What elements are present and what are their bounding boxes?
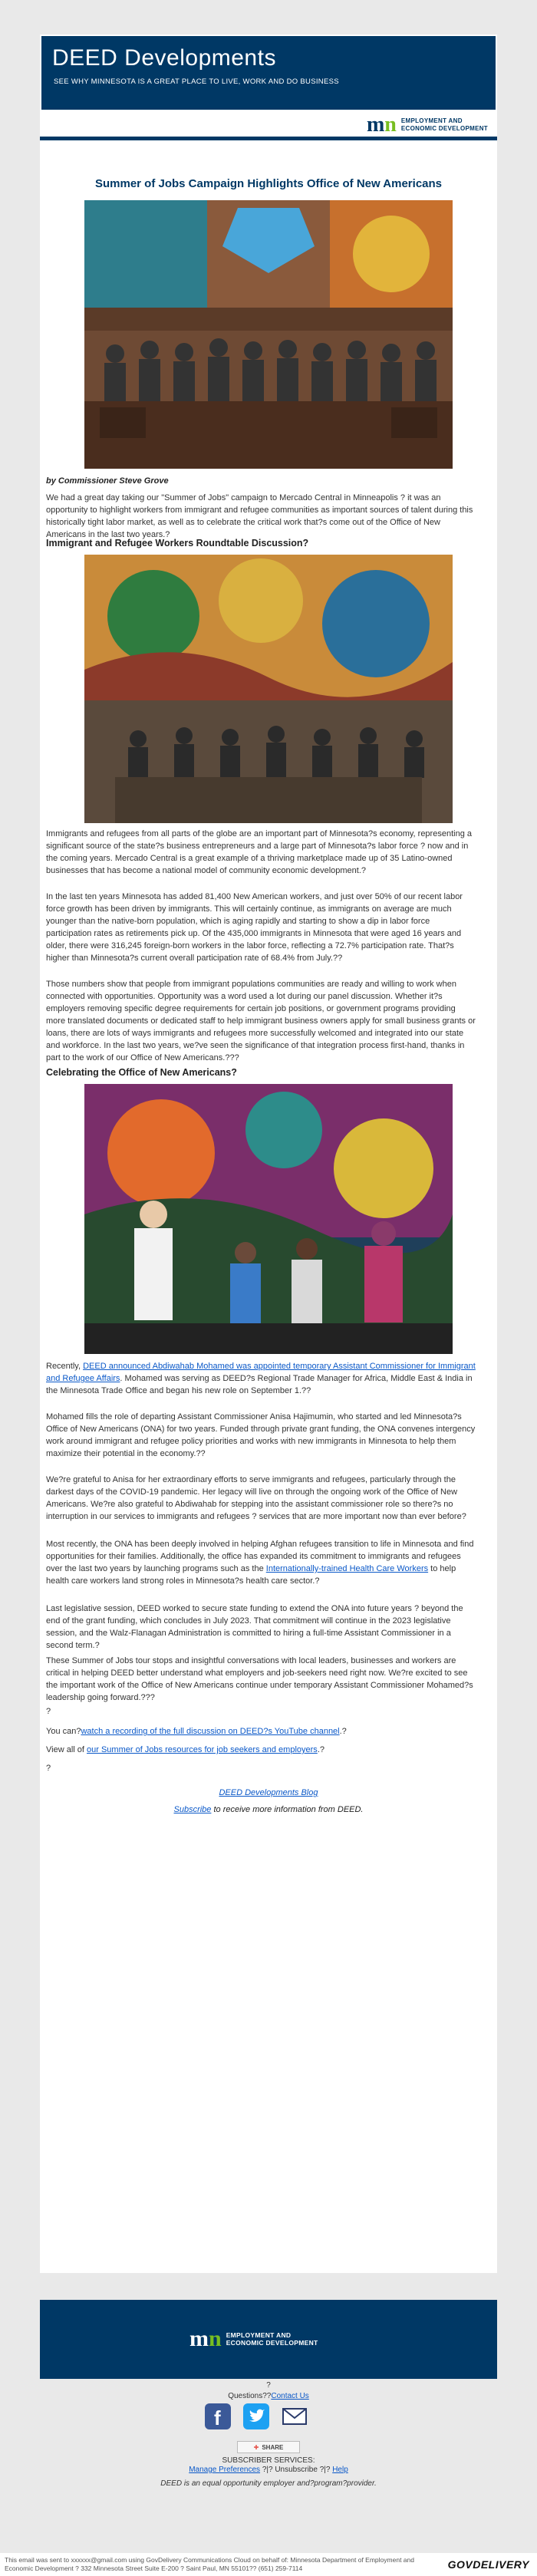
govdelivery-logo: GOVDELIVERY bbox=[447, 2558, 529, 2571]
paragraph-9: These Summer of Jobs tour stops and insightful conversations with local leaders, businesses and workers are critical in helping DEED better understand what employers and job-seekers need right now. We?re excited to see the important work of the Office of New Americans continue under temporary Assistant Commissioner Mohamed?s leadership going forward.??? bbox=[46, 1656, 473, 1702]
paragraph-10-lead: You can? bbox=[46, 1727, 81, 1736]
paragraph-1: Immigrants and refugees from all parts of the globe are an important part of Minnesota?s economy, representing a significant source of the state?s business entrepreneurs and a large part of Minnesota?s labor force ? now and in the coming years. Mercado Central is a great example of a thriving marketplace made up of 35 Latino-owned businesses that has become a national model of community economic development.? bbox=[46, 829, 472, 875]
facebook-icon[interactable] bbox=[203, 2401, 233, 2432]
paragraph-7-tail: to help health care workers land strong roles in Minnesota?s health care sector.? bbox=[46, 1564, 456, 1586]
questions-row bbox=[0, 2392, 537, 2400]
footer-logo-line-1: EMPLOYMENT AND bbox=[226, 2331, 292, 2339]
logo-strip bbox=[41, 110, 496, 137]
byline: by Commissioner Steve Grove bbox=[46, 476, 169, 486]
paragraph-11-lead: View all of bbox=[46, 1745, 87, 1754]
paragraph-8: Last legislative session, DEED worked to secure state funding to extend the ONA into future years ? beyond the end of the grant funding, which concludes in July 2023. That commitment will continue in the 2023 legislative session, and the Walz-Flanagan Administration is committed to hiring a full-time Assistant Commissioner in a second term.? bbox=[46, 1604, 463, 1650]
subscriber-services-heading: SUBSCRIBER SERVICES: bbox=[222, 2456, 315, 2465]
govdelivery-bar bbox=[0, 2553, 537, 2576]
footer-banner bbox=[40, 2300, 497, 2379]
footer-logo-line-2: ECONOMIC DEVELOPMENT bbox=[226, 2339, 318, 2347]
paragraph-10 bbox=[46, 1725, 476, 1738]
group-photo bbox=[84, 200, 453, 469]
questions-label: Questions?? bbox=[228, 2392, 272, 2400]
paragraph-11-tail: .? bbox=[317, 1745, 325, 1754]
manage-preferences-link[interactable]: Manage Preferences bbox=[189, 2466, 261, 2474]
roundtable-photo bbox=[84, 555, 453, 823]
health-care-workers-link[interactable]: Internationally-trained Health Care Workers bbox=[265, 1564, 429, 1573]
share-label: SHARE bbox=[262, 2443, 284, 2451]
paragraph-11 bbox=[46, 1744, 476, 1756]
paragraph-4-lead: Recently, bbox=[46, 1362, 84, 1371]
contact-us-link[interactable]: Contact Us bbox=[271, 2392, 309, 2400]
subscribe-link[interactable]: Subscribe bbox=[173, 1805, 212, 1814]
share-button[interactable] bbox=[237, 2441, 300, 2453]
email-icon[interactable] bbox=[279, 2401, 310, 2432]
separator: ?|? bbox=[317, 2466, 333, 2474]
section-heading-roundtable: Immigrant and Refugee Workers Roundtable Discussion? bbox=[46, 538, 309, 548]
paragraph-5: Mohamed fills the role of departing Assistant Commissioner Anisa Hajimumin, who started and led Minnesota?s Office of New Americans (ONA) for two years. Funded through private grant funding, the ONA convenes intergency work around immigrant and refugee policy priorities and works with new immigrants in Minnesota to help them maximize their potential in the economy.?? bbox=[46, 1412, 476, 1458]
header-banner bbox=[40, 35, 497, 137]
youtube-recording-link[interactable]: watch a recording of the full discussion on DEED?s YouTube channel bbox=[81, 1727, 340, 1736]
logo-line-2: ECONOMIC DEVELOPMENT bbox=[400, 125, 488, 132]
twitter-icon[interactable] bbox=[241, 2401, 272, 2432]
mn-logo-icon: mn bbox=[366, 113, 397, 137]
paragraph-3: Those numbers show that people from immigrant populations communities are ready and willing to work when connected with opportunities. Opportunity was a word used a lot during our panel discussion. Whether it?s employers removing specific degree requirements for certain job positions, or government programs providing more translated documents or dedicated staff to help immigrant business owners apply for small business grants or loans, there are lots of ways immigrants and refugees more successfully welcomed and integrated into our state and workforce. In the last two years, we?ve seen the significance of that integration process first-hand, thanks in part to the work of our Office of New Americans.??? bbox=[46, 980, 476, 1062]
paragraph-4-tail: . Mohamed was serving as DEED?s Regional Trade Manager for Africa, Middle East & India in the Minnesota Trade Office and began his new role on September 1.?? bbox=[46, 1374, 473, 1395]
article-headline: Summer of Jobs Campaign Highlights Office of New Americans bbox=[94, 177, 443, 190]
separator: ?|? bbox=[260, 2466, 275, 2474]
newsletter-title: DEED Developments bbox=[52, 45, 276, 71]
announcement-link[interactable]: DEED announced Abdiwahab Mohamed was appointed temporary Assistant Commissioner for Immigrant and Refugee Affairs bbox=[46, 1362, 476, 1383]
blog-link[interactable]: DEED Developments Blog bbox=[219, 1788, 318, 1797]
spacer-mark: ? bbox=[46, 1764, 51, 1773]
paragraph-10-tail: .? bbox=[339, 1727, 347, 1736]
help-link[interactable]: Help bbox=[332, 2466, 348, 2474]
celebration-photo bbox=[84, 1084, 453, 1354]
paragraph-7-lead: Most recently, the ONA has been deeply involved in helping Afghan refugees transition to life in Minnesota and find opportunities for their families. Additionally, the office has expanded its commitment to immigrants and refugees over the last two years by launching programs such as the bbox=[46, 1540, 474, 1573]
paragraph-6: We?re grateful to Anisa for her extraordinary efforts to serve immigrants and refugees, particularly through the darkest days of the COVID-19 pandemic. Her legacy will live on through the ongoing work of the Office of New Americans. We?re also grateful to Abdiwahab for stepping into the assistant commissioner role so there?s no interruption in our services to immigrants and refugees ? services that are more important now than ever before? bbox=[46, 1475, 466, 1521]
section-heading-celebrating: Celebrating the Office of New Americans? bbox=[46, 1067, 237, 1078]
newsletter-tagline: SEE WHY MINNESOTA IS A GREAT PLACE TO LIVE, WORK AND DO BUSINESS bbox=[54, 77, 339, 86]
paragraph-4 bbox=[46, 1360, 476, 1397]
paragraph-7 bbox=[46, 1538, 476, 1587]
paragraph-2: In the last ten years Minnesota has added 81,400 New American workers, and just over 50% of our recent labor force growth has been driven by immigrants. This will certainly continue, as immigrants on average are much younger than the native-born population, which is aging rapidly and starting to show a dip in labor force participation rates as retirements pick up. Of the 435,000 immigrants in Minnesota that were aged 16 years and older, there were 316,245 foreign-born workers in the labor force, reflecting a 72.7% participation rate. That?s higher than Minnesota?s current overall participation rate of 68.4% from July.?? bbox=[46, 892, 463, 963]
footer-deed-logo bbox=[189, 2327, 318, 2350]
equal-opportunity-note: DEED is an equal opportunity employer and?program?provider. bbox=[160, 2479, 377, 2488]
svg-text:f: f bbox=[214, 2406, 221, 2429]
blog-link-row bbox=[40, 1788, 497, 1797]
summer-of-jobs-resources-link[interactable]: our Summer of Jobs resources for job seekers and employers bbox=[87, 1745, 318, 1754]
social-icons bbox=[203, 2401, 310, 2432]
share-icon: ✚ bbox=[253, 2443, 259, 2451]
article-body bbox=[40, 140, 497, 2273]
footer-spacer: ? bbox=[266, 2381, 271, 2390]
deed-logo bbox=[367, 114, 488, 136]
sender-info: This email was sent to xxxxxx@gmail.com using GovDelivery Communications Cloud on behalf of: Minnesota Department of Employment and Economic Development ? 332 Minnesota Street Suite E-200 ? Saint Paul, MN 55101?? (651) 259-7114 bbox=[5, 2556, 414, 2572]
subscriber-services-links bbox=[0, 2466, 537, 2474]
subscribe-row bbox=[40, 1805, 497, 1814]
intro-paragraph: We had a great day taking our "Summer of Jobs" campaign to Mercado Central in Minneapolis ? it was an opportunity to highlight workers from immigrant and refugee communities as important sources of talent during this historically tight labor market, as well as to celebrate the critical work that?s come out of the Office of New Americans in the last two years.? bbox=[46, 493, 473, 539]
subscribe-text: to receive more information from DEED. bbox=[211, 1805, 364, 1814]
mn-logo-icon: mn bbox=[189, 2326, 222, 2351]
logo-line-1: EMPLOYMENT AND bbox=[400, 117, 463, 124]
unsubscribe-link[interactable]: Unsubscribe bbox=[275, 2466, 318, 2474]
spacer-mark: ? bbox=[46, 1707, 51, 1716]
